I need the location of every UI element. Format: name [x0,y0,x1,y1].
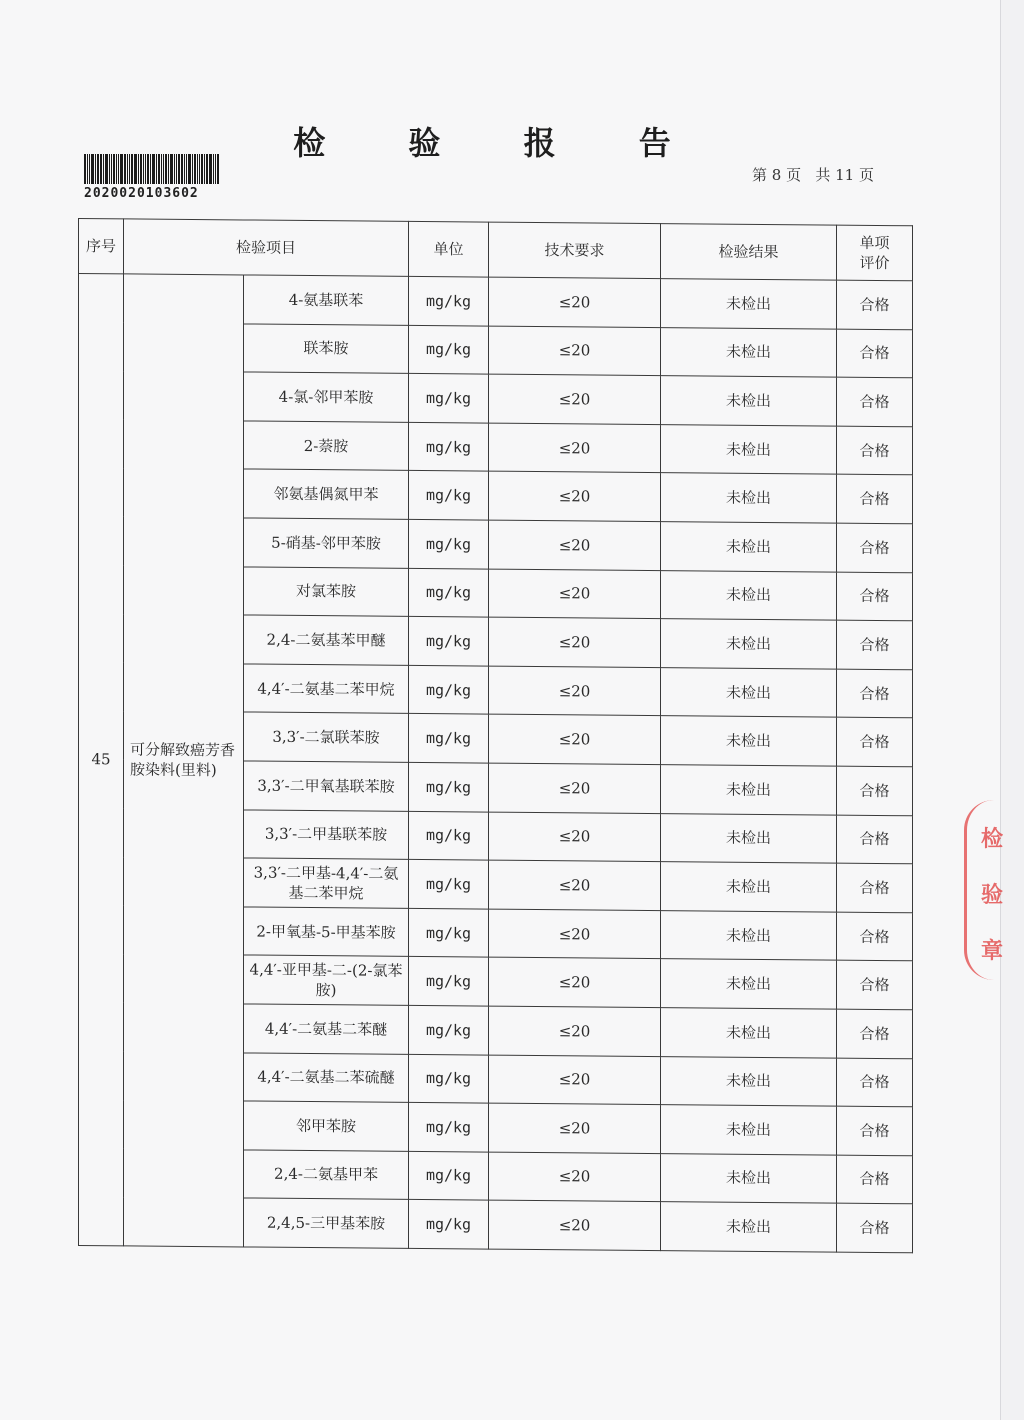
requirement-cell: ≤20 [489,1006,661,1056]
unit-cell: mg/kg [409,908,489,957]
evaluation-cell: 合格 [837,572,913,621]
barcode-bar [100,154,102,184]
result-cell: 未检出 [661,522,837,572]
item-cell: 2,4-二氨基甲苯 [244,1150,409,1200]
item-cell: 3,3′-二甲基联苯胺 [244,809,409,859]
requirement-cell: ≤20 [489,374,661,424]
evaluation-cell: 合格 [837,329,913,378]
requirement-cell: ≤20 [489,1055,661,1105]
unit-cell: mg/kg [409,811,489,860]
item-cell: 邻甲苯胺 [244,1101,409,1151]
barcode-bar [138,154,139,184]
barcode-bar [178,154,180,184]
result-cell: 未检出 [661,424,837,474]
item-cell: 4,4′-亚甲基-二-(2-氯苯胺) [244,955,409,1005]
result-cell: 未检出 [661,1007,837,1057]
barcode-bar [147,154,149,184]
requirement-cell: ≤20 [489,666,661,716]
result-cell: 未检出 [661,376,837,426]
header-seq: 序号 [79,219,124,274]
barcode-bar [95,154,96,184]
evaluation-cell: 合格 [837,863,913,912]
item-cell: 2-甲氧基-5-甲基苯胺 [244,907,409,957]
barcode-bar [213,154,214,184]
unit-cell: mg/kg [409,714,489,763]
barcode-bar [201,154,203,184]
barcode-bar [188,154,191,184]
barcode-bar [165,154,167,184]
evaluation-cell: 合格 [837,474,913,523]
requirement-cell: ≤20 [489,617,661,667]
requirement-cell: ≤20 [489,569,661,619]
header-requirement: 技术要求 [489,222,661,279]
barcode-bar [129,154,130,184]
barcode-bar [87,154,88,184]
barcode-bar [124,154,126,184]
result-cell: 未检出 [661,1202,837,1252]
barcode-bar [163,154,164,184]
barcode-number: 2020020103602 [84,186,199,201]
report-title: 检 验 报 告 [293,124,707,162]
item-cell: 4,4′-二氨基二苯硫醚 [244,1052,409,1102]
evaluation-cell: 合格 [837,280,913,329]
unit-cell: mg/kg [409,1005,489,1054]
unit-cell: mg/kg [409,665,489,714]
barcode-bar [134,154,137,184]
barcode-bar [181,154,183,184]
requirement-cell: ≤20 [489,326,661,376]
inspection-stamp: 检 验 章 [964,800,1024,980]
group-seq-cell: 45 [79,274,124,1246]
result-cell: 未检出 [661,570,837,620]
result-cell: 未检出 [661,716,837,766]
evaluation-cell: 合格 [837,1203,913,1252]
barcode-bar [118,154,119,184]
evaluation-cell: 合格 [837,1009,913,1058]
barcode-bar [111,154,112,184]
result-cell: 未检出 [661,959,837,1009]
requirement-cell: ≤20 [489,763,661,813]
item-cell: 4,4′-二氨基二苯醚 [244,1004,409,1054]
evaluation-cell: 合格 [837,1058,913,1107]
evaluation-cell: 合格 [837,960,913,1009]
table-header-row [79,219,913,281]
barcode-bars [84,154,244,184]
header-unit: 单位 [409,221,489,277]
result-cell: 未检出 [661,279,837,329]
evaluation-cell: 合格 [837,766,913,815]
header-evaluation: 单项 评价 [837,225,913,281]
barcode-bar [116,154,117,184]
barcode-bar [197,154,198,184]
barcode-bar [152,154,155,184]
item-cell: 4-氨基联苯 [244,275,409,325]
barcode-bar [109,154,110,184]
evaluation-cell: 合格 [837,523,913,572]
barcode-bar [184,154,185,184]
barcode-bar [161,154,162,184]
unit-cell: mg/kg [409,1102,489,1151]
item-cell: 3,3′-二甲氧基联苯胺 [244,761,409,811]
barcode-bar [186,154,187,184]
requirement-cell: ≤20 [489,471,661,521]
result-cell: 未检出 [661,813,837,863]
barcode-bar [120,154,123,184]
barcode-bar [176,154,177,184]
unit-cell: mg/kg [409,1054,489,1103]
result-cell: 未检出 [661,667,837,717]
item-cell: 2-萘胺 [244,421,409,471]
item-cell: 2,4,5-三甲基苯胺 [244,1198,409,1248]
barcode-bar [199,154,200,184]
barcode-bar [217,154,219,184]
unit-cell: mg/kg [409,860,489,909]
barcode-bar [215,154,216,184]
evaluation-cell: 合格 [837,669,913,718]
barcode-bar [143,154,144,184]
table-body [79,274,913,1253]
barcode-bar [140,154,142,184]
item-cell: 联苯胺 [244,324,409,374]
barcode-bar [192,154,193,184]
requirement-cell: ≤20 [489,423,661,473]
evaluation-cell: 合格 [837,912,913,961]
barcode-bar [113,154,115,184]
evaluation-cell: 合格 [837,815,913,864]
result-cell: 未检出 [661,862,837,912]
unit-cell: mg/kg [409,374,489,423]
barcode-bar [206,154,208,184]
barcode-bar [105,154,108,184]
header-item: 检验项目 [124,219,409,276]
requirement-cell: ≤20 [489,1200,661,1250]
barcode-bar [158,154,160,184]
requirement-cell: ≤20 [489,1152,661,1202]
barcode-bar [84,154,86,184]
requirement-cell: ≤20 [489,812,661,862]
unit-cell: mg/kg [409,617,489,666]
evaluation-cell: 合格 [837,377,913,426]
item-cell: 对氯苯胺 [244,567,409,617]
unit-cell: mg/kg [409,568,489,617]
barcode-bar [145,154,146,184]
requirement-cell: ≤20 [489,909,661,959]
barcode-bar [91,154,94,184]
unit-cell: mg/kg [409,325,489,374]
item-cell: 邻氨基偶氮甲苯 [244,469,409,519]
barcode-bar [156,154,157,184]
unit-cell: mg/kg [409,422,489,471]
item-cell: 3,3′-二氯联苯胺 [244,712,409,762]
evaluation-cell: 合格 [837,717,913,766]
unit-cell: mg/kg [409,276,489,325]
inspection-table [78,218,913,1253]
barcode [84,154,244,201]
barcode-bar [174,154,175,184]
barcode-bar [97,154,99,184]
item-cell: 2,4-二氨基苯甲醚 [244,615,409,665]
barcode-bar [127,154,128,184]
requirement-cell: ≤20 [489,860,661,910]
evaluation-cell: 合格 [837,426,913,475]
table-row [79,274,913,330]
item-cell: 4-氯-邻甲苯胺 [244,372,409,422]
result-cell: 未检出 [661,619,837,669]
result-cell: 未检出 [661,1153,837,1203]
unit-cell: mg/kg [409,762,489,811]
evaluation-cell: 合格 [837,1106,913,1155]
group-name-cell: 可分解致癌芳香胺染料(里料) [124,274,244,1247]
unit-cell: mg/kg [409,957,489,1006]
evaluation-cell: 合格 [837,620,913,669]
requirement-cell: ≤20 [489,277,661,327]
unit-cell: mg/kg [409,1200,489,1249]
barcode-bar [209,154,212,184]
unit-cell: mg/kg [409,471,489,520]
barcode-bar [194,154,196,184]
result-cell: 未检出 [661,327,837,377]
barcode-bar [168,154,169,184]
result-cell: 未检出 [661,765,837,815]
result-cell: 未检出 [661,1056,837,1106]
barcode-bar [131,154,133,184]
result-cell: 未检出 [661,1105,837,1155]
barcode-bar [103,154,104,184]
requirement-cell: ≤20 [489,520,661,570]
barcode-bar [150,154,151,184]
requirement-cell: ≤20 [489,714,661,764]
item-cell: 4,4′-二氨基二苯甲烷 [244,664,409,714]
result-cell: 未检出 [661,473,837,523]
page-number-info: 第 8 页 共 11 页 [751,166,874,184]
evaluation-cell: 合格 [837,1155,913,1204]
requirement-cell: ≤20 [489,957,661,1007]
requirement-cell: ≤20 [489,1103,661,1153]
barcode-bar [170,154,173,184]
result-cell: 未检出 [661,910,837,960]
unit-cell: mg/kg [409,519,489,568]
barcode-bar [89,154,90,184]
item-cell: 3,3′-二甲基-4,4′-二氨基二苯甲烷 [244,858,409,908]
unit-cell: mg/kg [409,1151,489,1200]
header-result: 检验结果 [661,224,837,281]
item-cell: 5-硝基-邻甲苯胺 [244,518,409,568]
barcode-bar [204,154,205,184]
